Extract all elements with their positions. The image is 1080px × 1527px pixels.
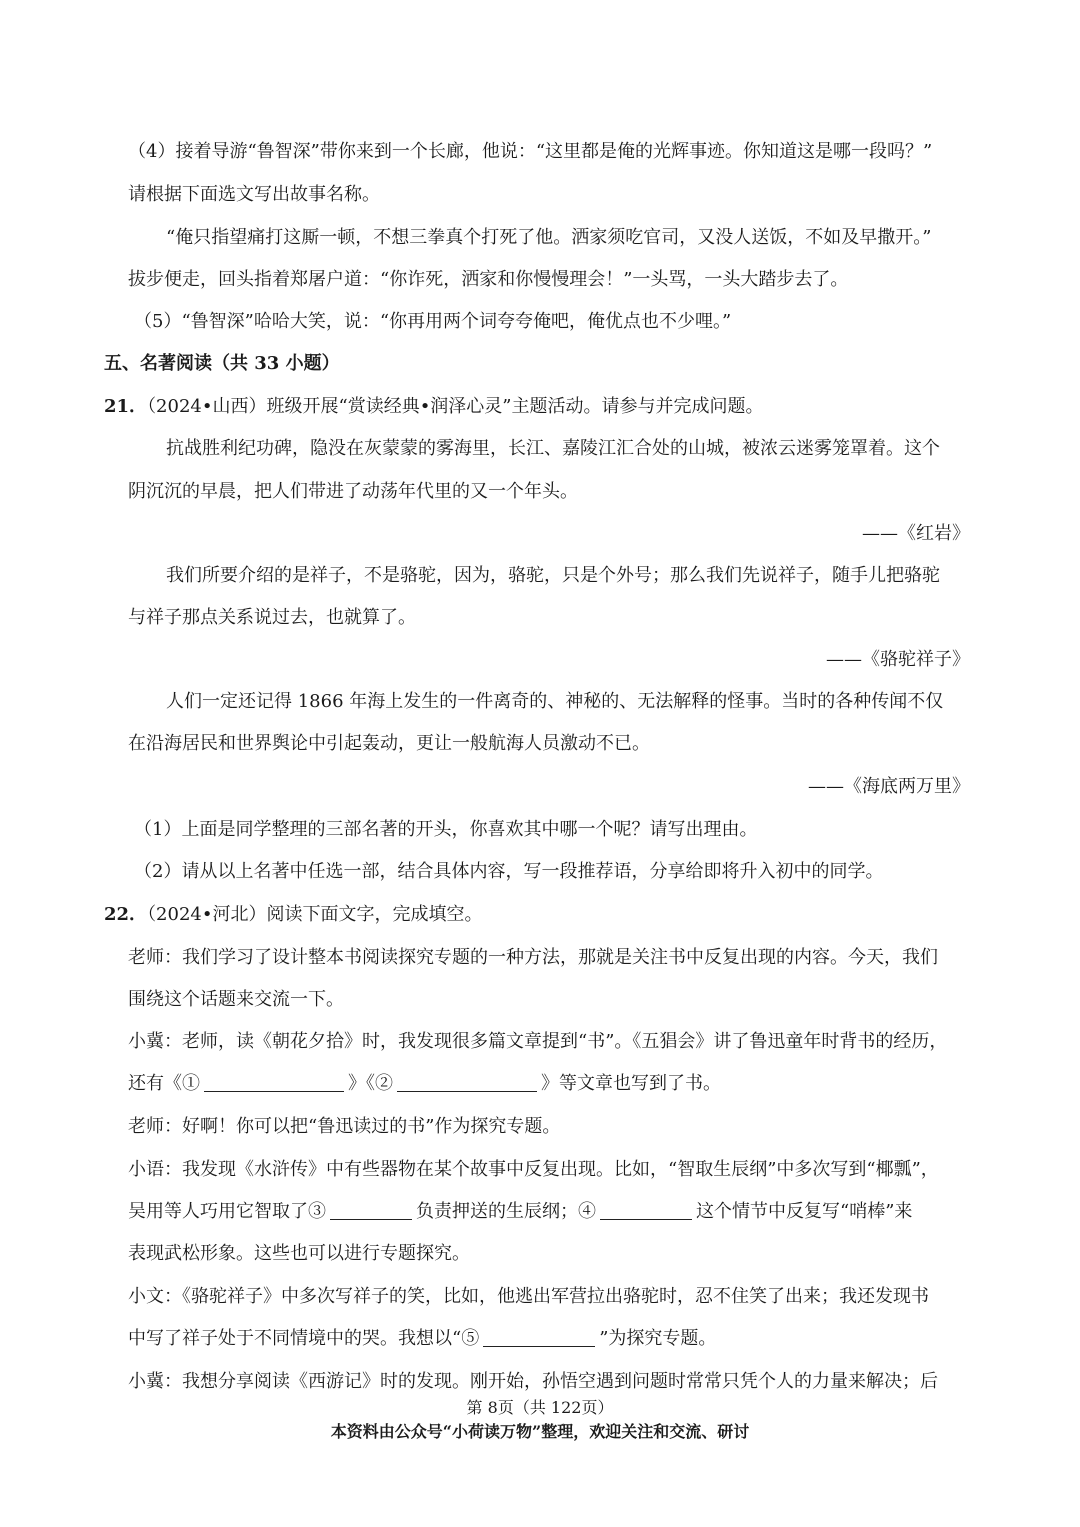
blank-3[interactable] <box>330 1201 412 1220</box>
q22-xiaowen-line1: 小文：《骆驼祥子》中多次写祥子的笑，比如，他逃出军营拉出骆驼时，忍不住笑了出来；我还发现书 <box>128 1286 929 1307</box>
page-number: 第 8页（共 122页） <box>466 1398 614 1417</box>
q21-source1: ——《红岩》 <box>862 523 970 544</box>
q22-xiaoji1-suffix: 》等文章也写到了书。 <box>541 1073 721 1094</box>
q22-stem-text: （2024•河北）阅读下面文字，完成填空。 <box>147 904 483 925</box>
q21-stem <box>104 395 764 419</box>
q21-source3: ——《海底两万里》 <box>808 776 970 797</box>
q22-xiaoyu-suffix: 这个情节中反复写“哨棒”来 <box>696 1201 913 1222</box>
q22-teacher1-line2: 围绕这个话题来交流一下。 <box>128 989 344 1010</box>
q22-teacher1-line1: 老师：我们学习了设计整本书阅读探究专题的一种方法，那就是关注书中反复出现的内容。今天，我们 <box>128 947 938 968</box>
q22-xiaoji1-mid: 》《② <box>348 1073 393 1094</box>
q20-part4-line2: 请根据下面选文写出故事名称。 <box>128 184 380 205</box>
blank-4[interactable] <box>600 1201 692 1220</box>
q22-xiaoji1-prefix: 还有《① <box>128 1073 200 1094</box>
q21-number: 21． <box>104 396 148 417</box>
q21-sub1: （1）上面是同学整理的三部名著的开头，你喜欢其中哪一个呢？请写出理由。 <box>134 819 758 840</box>
q22-xiaoyu-prefix: 吴用等人巧用它智取了③ <box>128 1201 326 1222</box>
q22-xiaoji2-line1: 小冀：我想分享阅读《西游记》时的发现。刚开始，孙悟空遇到问题时常常只凭个人的力量来解决；后 <box>128 1371 938 1392</box>
q20-quote-line1: “俺只指望痛打这厮一顿，不想三拳真个打死了他。洒家须吃官司，又没人送饭，不如及早撒开。” <box>166 227 932 248</box>
footer-credit: 本资料由公众号“小荷读万物”整理，欢迎关注和交流、研讨 <box>330 1422 750 1441</box>
q21-stem-text: （2024•山西）班级开展“赏读经典•润泽心灵”主题活动。请参与并完成问题。 <box>147 396 764 417</box>
q22-xiaoji1-line1: 小冀：老师，读《朝花夕拾》时，我发现很多篇文章提到“书”。《五猖会》讲了鲁迅童年时背书的经历， <box>128 1031 948 1052</box>
q21-excerpt1-line2: 阴沉沉的早晨，把人们带进了动荡年代里的又一个年头。 <box>128 481 578 502</box>
q22-number: 22． <box>104 904 148 925</box>
q22-xiaowen-line2 <box>128 1327 716 1351</box>
section-title: 五、名著阅读（共 33 小题） <box>104 353 340 374</box>
q21-source2: ——《骆驼祥子》 <box>826 649 970 670</box>
q20-part4-line1: （4）接着导游“鲁智深”带你来到一个长廊，他说：“这里都是俺的光辉事迹。你知道这是哪一段吗？” <box>128 141 933 162</box>
blank-2[interactable] <box>397 1073 537 1092</box>
q21-excerpt3-line2: 在沿海居民和世界舆论中引起轰动，更让一般航海人员激动不已。 <box>128 733 650 754</box>
q21-excerpt2-line1: 我们所要介绍的是祥子，不是骆驼，因为，骆驼，只是个外号；那么我们先说祥子，随手儿把骆驼 <box>166 565 940 586</box>
q21-sub2: （2）请从以上名著中任选一部，结合具体内容，写一段推荐语，分享给即将升入初中的同学。 <box>134 861 884 882</box>
q22-xiaowen-suffix: ”为探究专题。 <box>599 1328 717 1349</box>
q22-xiaoyu-line1: 小语：我发现《水浒传》中有些器物在某个故事中反复出现。比如，“智取生辰纲”中多次写到“椰瓢”， <box>128 1159 939 1180</box>
q20-part5: （5）“鲁智深”哈哈大笑，说：“你再用两个词夸夸俺吧，俺优点也不少哩。” <box>134 311 732 332</box>
q21-excerpt3-line1: 人们一定还记得 1866 年海上发生的一件离奇的、神秘的、无法解释的怪事。当时的各种传闻不仅 <box>166 691 944 712</box>
q22-teacher2: 老师：好啊！你可以把“鲁迅读过的书”作为探究专题。 <box>128 1116 561 1137</box>
q22-xiaowen-prefix: 中写了祥子处于不同情境中的哭。我想以“⑤ <box>128 1328 480 1349</box>
q22-xiaoyu-mid: 负责押送的生辰纲；④ <box>416 1201 596 1222</box>
q21-excerpt2-line2: 与祥子那点关系说过去，也就算了。 <box>128 607 416 628</box>
q20-quote-line2: 拔步便走，回头指着郑屠户道：“你诈死，洒家和你慢慢理会！”一头骂，一头大踏步去了。 <box>128 269 849 290</box>
q22-stem <box>104 903 483 927</box>
blank-5[interactable] <box>483 1328 595 1347</box>
q22-xiaoyu-line2 <box>128 1200 912 1224</box>
q22-xiaoyu-line3: 表现武松形象。这些也可以进行专题探究。 <box>128 1243 470 1264</box>
blank-1[interactable] <box>204 1073 344 1092</box>
q22-xiaoji1-line2 <box>128 1072 721 1096</box>
q21-excerpt1-line1: 抗战胜利纪功碑，隐没在灰蒙蒙的雾海里，长江、嘉陵江汇合处的山城，被浓云迷雾笼罩着。这个 <box>166 438 940 459</box>
